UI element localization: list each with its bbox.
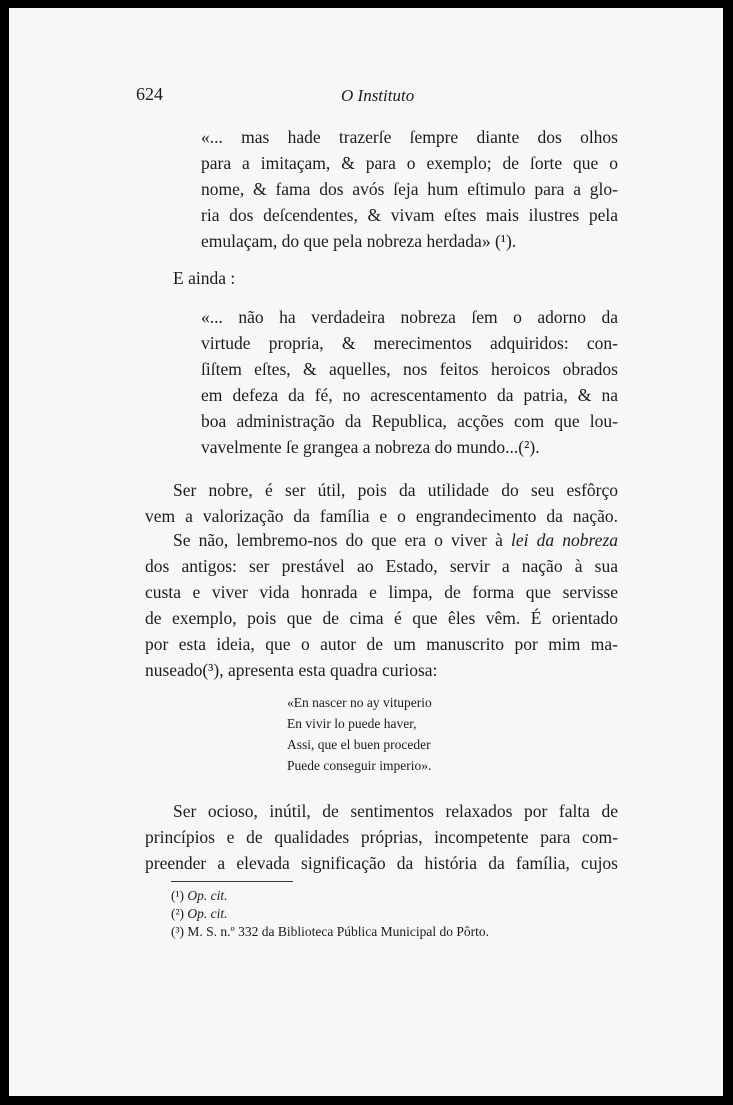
para2-line: custa e viver vida honrada e limpa, de forma que servisse [145,582,618,602]
footnote-3 [171,924,489,940]
para2-line: de exemplo, pois que de cima é que êles vêm. É orientado [145,608,618,628]
quote2-line: boa administração da Republica, acções com que lou- [201,411,618,431]
footnote-marker: (¹) [171,888,185,903]
quote2-line: virtude propria, & merecimentos adquiridos: con- [201,333,618,353]
running-title: O Instituto [341,86,415,105]
para3-line: preender a elevada significação da história da família, cujos [145,853,618,873]
quote1-line: nome, & fama dos avós ſeja hum eſtimulo para a glo- [201,179,618,199]
quote2-line: «... não ha verdadeira nobreza ſem o adorno da [201,307,618,327]
para1-line: Ser nobre, é ser útil, pois da utilidade do seu esfôrço [173,480,618,500]
verse-line: En vivir lo puede haver, [287,716,417,731]
para2-first-line [173,530,618,551]
footnote-1 [171,888,228,904]
para3-line: Ser ocioso, inútil, de sentimentos relaxados por falta de [173,801,618,821]
para2-line: nuseado(³), apresenta esta quadra curiosa: [145,660,438,680]
para2-first-text: Se não, lembremo-nos do que era o viver à [173,530,503,550]
para2-italic-phrase: lei da nobreza [511,530,619,550]
footnote-text: Op. cit. [187,888,228,903]
quote1-line: ria dos deſcendentes, & vivam eſtes mais ilustres pela [201,205,618,225]
footnote-text: Op. cit. [187,906,228,921]
quote1-line: «... mas hade trazerſe ſempre diante dos olhos [201,127,618,147]
verse-line: Assi, que el buen proceder [287,737,431,752]
footnote-text: M. S. n.º 332 da Biblioteca Pública Municipal do Pôrto. [187,924,489,939]
page-number: 624 [136,84,163,104]
page [9,8,723,1096]
quote1-line: para a imitaçam, & para o exemplo; de ſorte que o [201,153,618,173]
para1-line: vem a valorização da família e o engrandecimento da nação. [145,506,618,526]
para2-line: por esta ideia, que o autor de um manuscrito por mim ma- [145,634,618,654]
quote2-line: em defeza da fé, no acrescentamento da patria, & na [201,385,618,405]
footnote-marker: (²) [171,906,185,921]
para2-line: dos antigos: ser prestável ao Estado, servir a nação à sua [145,556,618,576]
footnote-2 [171,906,228,922]
verse-line: «En nascer no ay vituperio [287,695,432,710]
e-ainda-line: E ainda : [173,268,236,288]
verse-line: Puede conseguir imperio». [287,758,432,773]
footnote-marker: (³) [171,924,185,939]
quote1-line: emulaçam, do que pela nobreza herdada» (¹). [201,231,517,251]
quote2-line: vavelmente ſe grangea a nobreza do mundo...(²). [201,437,540,457]
para3-line: princípios e de qualidades próprias, incompetente para com- [145,827,618,847]
quote2-line: ſiſtem eſtes, & aquelles, nos feitos heroicos obrados [201,359,618,379]
footnote-rule [171,881,293,882]
